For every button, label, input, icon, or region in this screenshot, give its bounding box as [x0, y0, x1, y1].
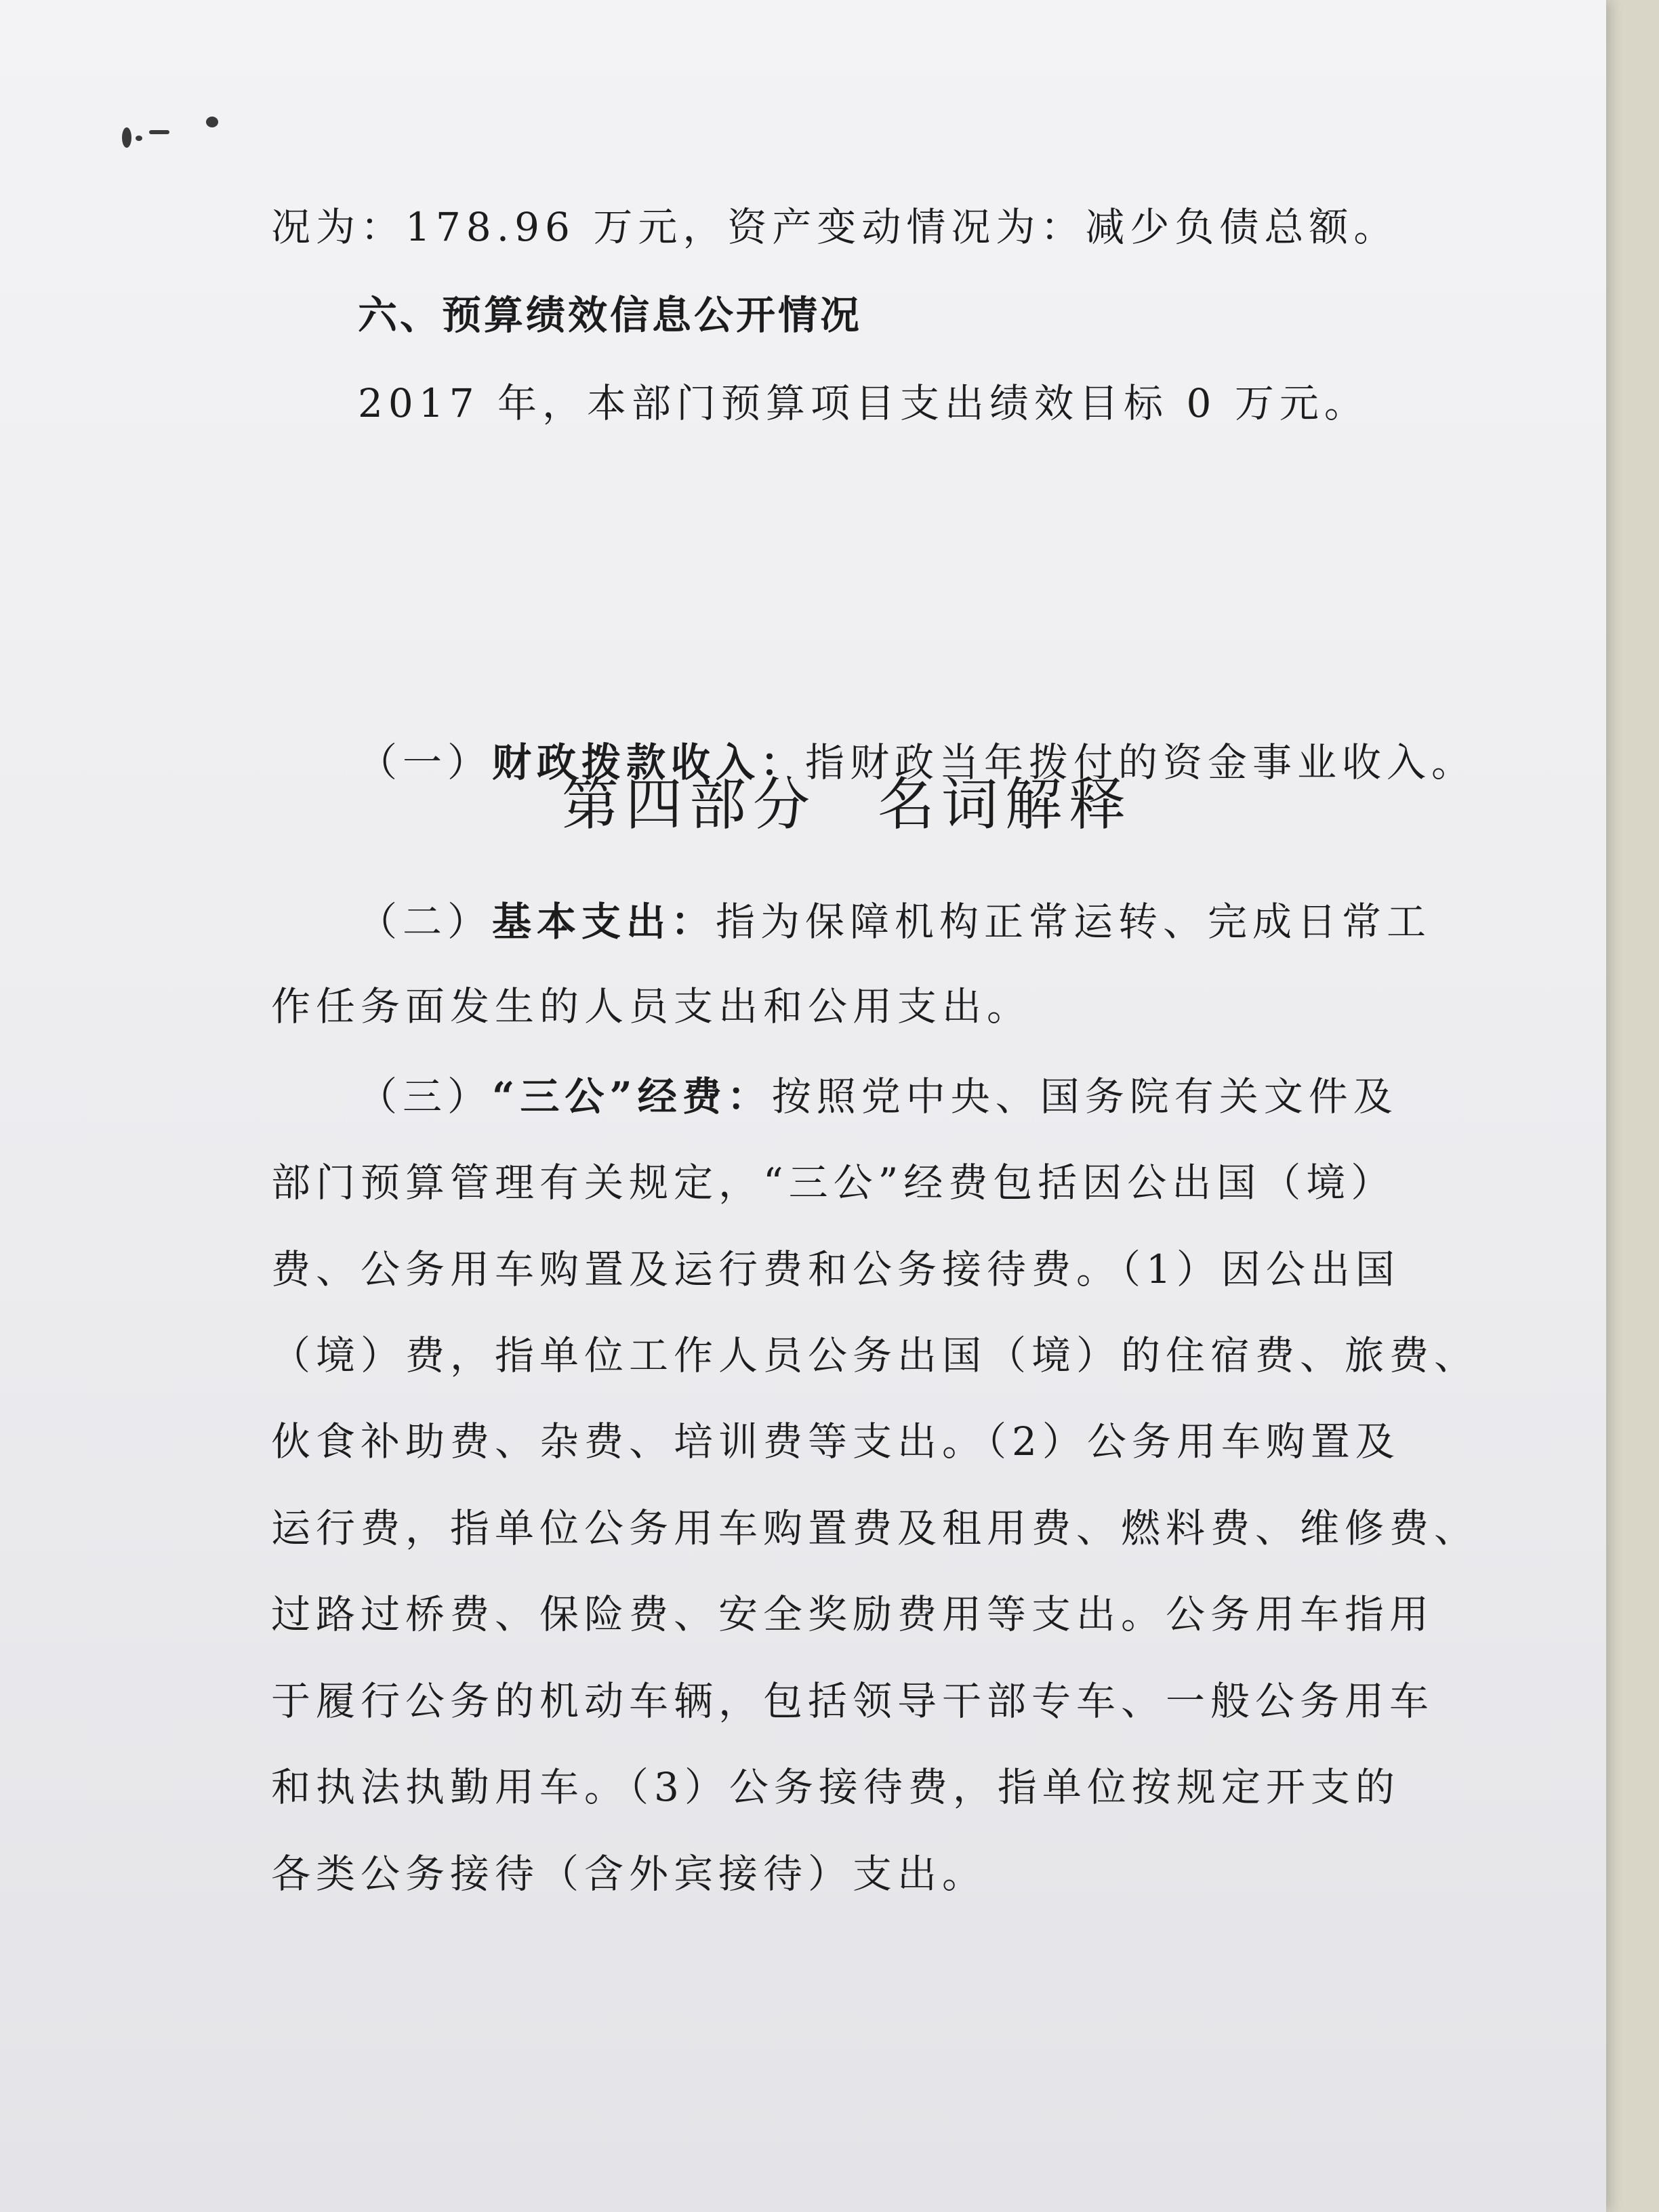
item-number: （一） — [358, 739, 493, 785]
text-line: 伙食补助费、杂费、培训费等支出。（2）公务用车购置及 — [271, 1418, 1400, 1465]
definition-item-1 — [358, 739, 1476, 786]
item-number: （二） — [358, 899, 493, 945]
text-line: 各类公务接待（含外宾接待）支出。 — [271, 1851, 987, 1897]
punch-hole — [136, 136, 142, 141]
part-title-left: 第四部分 — [561, 771, 817, 838]
text-line: 作任务面发生的人员支出和公用支出。 — [271, 983, 1032, 1029]
item-term: 财政拨款收入： — [492, 739, 806, 785]
punch-hole — [122, 127, 131, 148]
punch-hole — [149, 130, 169, 134]
text-line: 部门预算管理有关规定，“三公”经费包括因公出国（境） — [271, 1160, 1396, 1206]
text-line: 于履行公务的机动车辆，包括领导干部专车、一般公务用车 — [271, 1678, 1435, 1724]
section-heading: 六、预算绩效信息公开情况 — [358, 292, 863, 338]
text-line: （境）费，指单位工作人员公务出国（境）的住宿费、旅费、 — [271, 1332, 1479, 1378]
punch-hole-marks — [115, 108, 224, 169]
text-line: 运行费，指单位公务用车购置费及租用费、燃料费、维修费、 — [271, 1505, 1479, 1551]
definition-item-2 — [358, 898, 1431, 945]
text-line: 过路过桥费、保险费、安全奖励费用等支出。公务用车指用 — [271, 1591, 1435, 1637]
item-text: 指财政当年拨付的资金事业收入。 — [805, 739, 1477, 785]
text-line: 和执法执勤用车。（3）公务接待费，指单位按规定开支的 — [271, 1764, 1400, 1810]
text-line: 费、公务用车购置及运行费和公务接待费。（1）因公出国 — [271, 1246, 1400, 1292]
item-term: “三公”经费： — [492, 1073, 772, 1120]
item-number: （三） — [358, 1073, 493, 1120]
text-line: 况为：178.96 万元，资产变动情况为：减少负债总额。 — [271, 204, 1399, 250]
text-line: 2017 年，本部门预算项目支出绩效目标 0 万元。 — [358, 380, 1369, 426]
punch-hole — [206, 117, 218, 127]
item-text: 指为保障机构正常运转、完成日常工 — [716, 899, 1432, 945]
item-term: 基本支出： — [492, 899, 716, 945]
part-title-right: 名词解释 — [878, 771, 1133, 838]
item-text: 按照党中央、国务院有关文件及 — [771, 1073, 1398, 1120]
definition-item-3 — [358, 1073, 1398, 1120]
